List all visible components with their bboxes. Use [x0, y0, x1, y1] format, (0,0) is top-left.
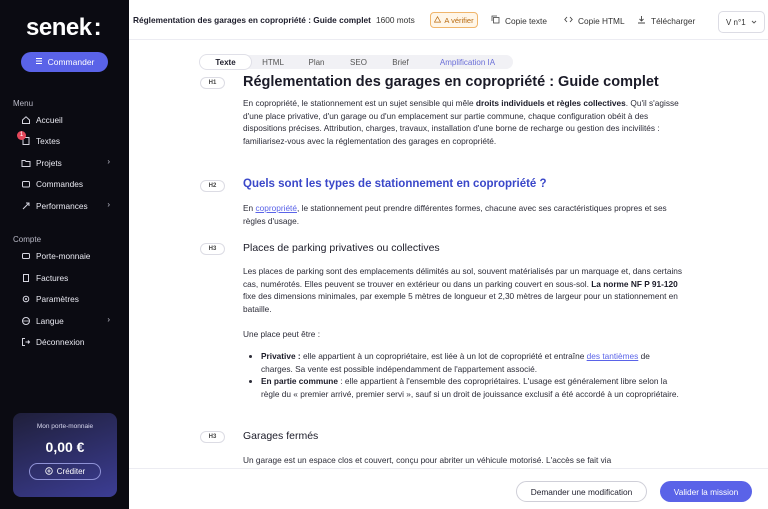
subsection-heading: Places de parking privatives ou collectives: [243, 242, 440, 254]
header-bar: [129, 0, 768, 40]
menu-section-title: Menu: [13, 99, 34, 108]
invoice-icon: [21, 273, 31, 283]
chevron-right-icon: ›: [107, 200, 110, 209]
tab-seo[interactable]: SEO: [350, 57, 367, 67]
section-paragraph: En copropriété, le stationnement peut prendre différentes formes, chacune avec ses caractéristiques propres et ses règles d'usage.: [243, 203, 667, 226]
sidebar-item-deconnexion[interactable]: Déconnexion: [21, 335, 116, 349]
sidebar-item-factures[interactable]: Factures: [21, 271, 116, 285]
view-tabs: [200, 55, 513, 69]
code-icon: [564, 15, 573, 26]
section-heading: Quels sont les types de stationnement en copropriété ?: [243, 178, 547, 190]
tab-html[interactable]: HTML: [262, 57, 284, 67]
warning-icon: [434, 16, 441, 25]
heading-level-badge: H3: [200, 431, 225, 443]
copropriete-link[interactable]: copropriété: [255, 203, 297, 213]
folder-icon: [21, 158, 31, 168]
heading-level-badge: H1: [200, 77, 225, 89]
chevron-right-icon: ›: [107, 157, 110, 166]
article-title: Réglementation des garages en copropriété : Guide complet: [243, 74, 659, 90]
validate-mission-button[interactable]: Valider la mission: [660, 481, 752, 502]
chevron-down-icon: [751, 18, 757, 27]
home-icon: [21, 115, 31, 125]
sidebar: [0, 0, 129, 509]
tab-brief[interactable]: Brief: [392, 57, 409, 67]
tab-plan[interactable]: Plan: [308, 57, 325, 67]
list-intro: Une place peut être :: [243, 329, 321, 339]
word-count: 1600 mots: [376, 15, 415, 25]
wallet-title: Mon porte-monnaie: [36, 423, 94, 430]
parking-paragraph: Les places de parking sont des emplacements délimités au sol, souvent matérialisés par un marquage et, dans certains cas, numérotés. Elles peuvent se trouver en extérieur ou dans un parking couvert en sous-sol. La norme NF P 91-120 fixe des dimensions minimales, par exemple 5 mètres de longueur et 2,30 mètres de largeur pour un stationnement en bataille.: [243, 266, 683, 315]
list-item: • Privative : elle appartient à un copropriétaire, est liée à un lot de copropriété et entraîne des tantièmes de charges. Sa vente est possible indépendamment de l'appartement associé.: [261, 350, 680, 375]
cart-icon: [21, 179, 31, 189]
sidebar-item-porte-monnaie[interactable]: Porte-monnaie: [21, 249, 116, 263]
sidebar-item-commandes[interactable]: Commandes: [21, 177, 116, 191]
sidebar-item-accueil[interactable]: Accueil: [21, 113, 116, 127]
tab-amplification-ia[interactable]: Amplification IA: [439, 57, 496, 67]
tab-texte[interactable]: Texte: [200, 55, 251, 69]
subsection-heading: Garages fermés: [243, 430, 319, 442]
plus-circle-icon: [45, 467, 53, 477]
brand-logo[interactable]: senek:: [26, 14, 102, 41]
logout-icon: [21, 337, 31, 347]
text-icon: [19, 132, 31, 146]
account-section-title: Compte: [13, 235, 42, 244]
sidebar-item-textes[interactable]: 1 Textes: [21, 134, 116, 148]
wallet-icon: [21, 251, 31, 261]
document-title: Réglementation des garages en copropriété : Guide complet: [133, 15, 371, 25]
download-button[interactable]: Télécharger: [637, 15, 695, 26]
list-icon: [35, 57, 43, 67]
request-change-button[interactable]: Demander une modification: [516, 481, 647, 502]
gear-icon: [21, 294, 31, 304]
order-button[interactable]: Commander: [21, 52, 108, 72]
copy-html-button[interactable]: Copie HTML: [564, 15, 625, 26]
chevron-right-icon: ›: [107, 315, 110, 324]
sidebar-item-performances[interactable]: Performances ›: [21, 199, 116, 213]
garage-paragraph: Un garage est un espace clos et couvert, conçu pour abriter un véhicule motorisé. L'accès se fait via: [243, 455, 612, 465]
notification-badge: 1: [17, 131, 26, 140]
list-item: • En partie commune : elle appartient à l'ensemble des copropriétaires. L'usage est généralement libre selon la règle du « premier arrivé, premier servi », sauf si un droit de jouissance exclusif a été accordé à un copropriétaire.: [261, 375, 680, 400]
version-select[interactable]: V n°1: [718, 11, 765, 33]
sidebar-item-projets[interactable]: Projets ›: [21, 156, 116, 170]
rocket-icon: [21, 201, 31, 211]
wallet-card: [13, 413, 117, 497]
copy-text-button[interactable]: Copie texte: [491, 15, 547, 26]
bullet-list: [250, 350, 680, 401]
heading-level-badge: H2: [200, 180, 225, 192]
heading-level-badge: H3: [200, 243, 225, 255]
copy-icon: [491, 15, 500, 26]
credit-button[interactable]: Créditer: [29, 463, 101, 480]
intro-paragraph: En copropriété, le stationnement est un sujet sensible qui mêle droits individuels et règles collectives. Qu'il s'agisse d'une place privative, d'un garage ou d'un emplacement sur partie commune, chaque configuration obéit à des dispositions précises. Attribution, charges, travaux, installation d'une borne de recharge ou gestion des incivilités : familiarisez-vous avec la réglementation des garages en copropriété.: [243, 98, 679, 147]
globe-icon: [21, 316, 31, 326]
tantiemes-link[interactable]: des tantièmes: [586, 351, 639, 361]
sidebar-item-parametres[interactable]: Paramètres: [21, 292, 116, 306]
footer-bar: [129, 468, 768, 509]
wallet-amount: 0,00 €: [45, 439, 85, 455]
status-badge[interactable]: A vérifier: [430, 12, 478, 28]
download-icon: [637, 15, 646, 26]
sidebar-item-langue[interactable]: Langue ›: [21, 314, 116, 328]
